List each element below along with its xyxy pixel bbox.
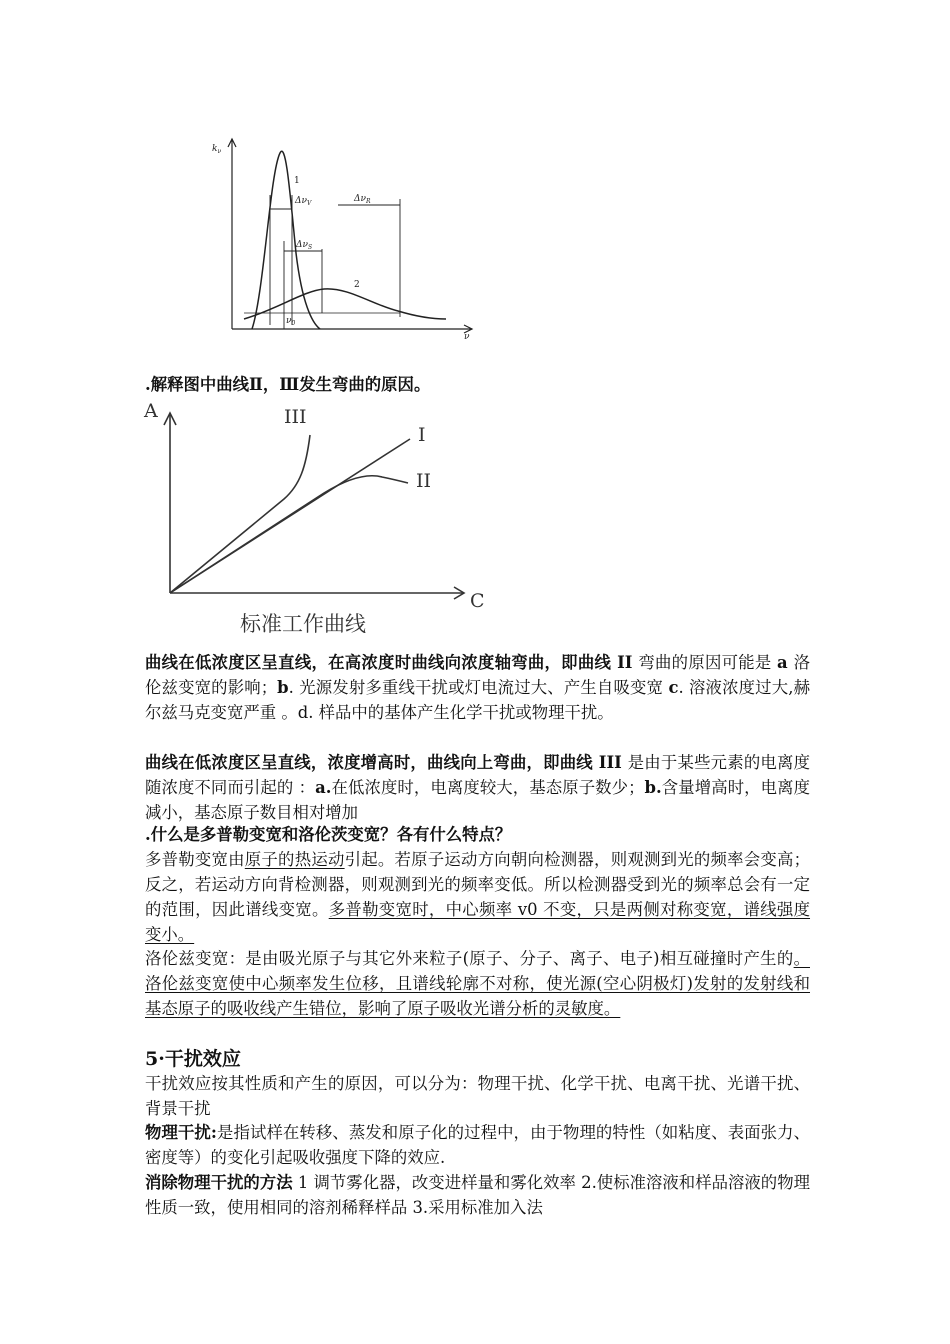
axis-a-label: A [144, 400, 158, 422]
paragraph-elimination-methods: 消除物理干扰的方法 1 调节雾化器，改变进样量和雾化效率 2.使标准溶液和样品溶液的物理性质一致，使用相同的溶剂稀释样品 3.采用标准加入法 [145, 1173, 811, 1217]
label-III: III [284, 406, 307, 428]
paragraph-interference-types: 干扰效应按其性质和产生的原因，可以分为：物理干扰、化学干扰、电离干扰、光谱干扰、背景干扰 [145, 1074, 810, 1118]
curve-III [170, 435, 310, 593]
fig1-y-label: $k_\nu$ [212, 144, 222, 155]
curve-2-label: 2 [354, 280, 360, 290]
paragraph-doppler: 多普勒变宽由原子的热运动引起。若原子运动方向朝向检测器，则观测到光的频率会变高；反之，若运动方向背检测器，则观测到光的频率变低。所以检测器受到光的频率总会有一定的范围，因此谱线变宽。多普勒变宽时，中心频率 v0 不变，只是两侧对称变宽，谱线强度变小。 [145, 850, 811, 944]
section-5-heading: 5·干扰效应 [145, 1048, 241, 1070]
line-profile-figure [208, 133, 480, 345]
figure-caption: 标准工作曲线 [240, 612, 366, 636]
fig1-x-label: ν [464, 332, 470, 342]
delta-v-label: $\Delta\nu_V$ [295, 196, 312, 207]
question-heading: .解释图中曲线Ⅱ，Ⅲ发生弯曲的原因。 [145, 375, 431, 394]
curve-2 [244, 289, 446, 319]
standard-curve-figure [142, 397, 492, 637]
label-I: I [418, 424, 426, 446]
paragraph-lorentz: 洛伦兹变宽：是由吸光原子与其它外来粒子(原子、分子、离子、电子)相互碰撞时产生的。洛伦兹变宽使中心频率发生位移，且谱线轮廓不对称，使光源(空心阴极灯)发射的发射线和基态原子的吸收线产生错位，影响了原子吸收光谱分析的灵敏度。 [145, 949, 810, 1018]
delta-s-label: $\Delta\nu_S$ [296, 240, 313, 251]
delta-r-label: $\Delta\nu_R$ [354, 194, 371, 205]
paragraph-curve-iii: 曲线在低浓度区呈直线，浓度增高时，曲线向上弯曲，即曲线 III 是由于某些元素的电离度随浓度不同而引起的 ：a.在低浓度时，电离度较大，基态原子数少；b.含量增高时，电离度减小，基态原子数目相对增加 [145, 753, 811, 822]
label-II: II [416, 470, 432, 492]
question-2-heading: .什么是多普勒变宽和洛伦茨变宽？各有什么特点？ [145, 825, 512, 844]
curve-1-label: 1 [294, 176, 300, 186]
paragraph-physical-interference: 物理干扰:是指试样在转移、蒸发和原子化的过程中，由于物理的特性（如粘度、表面张力、密度等）的变化引起吸收强度下降的效应. [145, 1123, 810, 1167]
paragraph-curve-ii: 曲线在低浓度区呈直线，在高浓度时曲线向浓度轴弯曲，即曲线 II 弯曲的原因可能是 a 洛伦兹变宽的影响；b. 光源发射多重线干扰或灯电流过大、产生自吸变宽 c. 溶液浓度过大,赫尔兹马克变宽严重 。d. 样品中的基体产生化学干扰或物理干扰。 [145, 653, 811, 722]
axis-c-label: C [470, 590, 485, 612]
nu0-label: $\nu_0$ [286, 316, 296, 327]
